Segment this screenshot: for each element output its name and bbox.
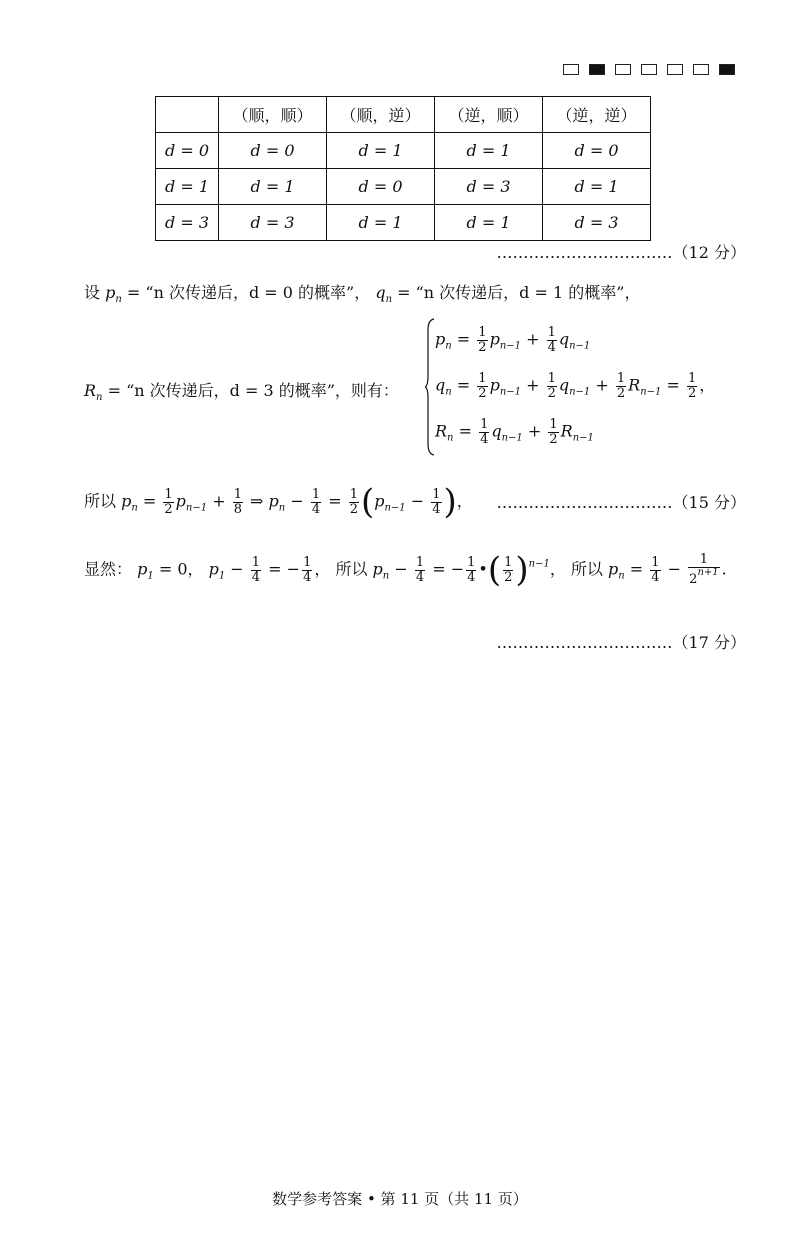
mark-empty	[615, 64, 631, 75]
table-cell: d = 1	[543, 169, 651, 205]
table-header: （顺，逆）	[327, 97, 435, 133]
mark-empty	[667, 64, 683, 75]
conclusion-line: 显然： $p_1 = 0$， $p_1$ − $\frac{1}{4}$ = − $\frac{1}{4}$ ， 所以 $p_n$ − $\frac{1}{4}$ = − $\frac{1}{4}$ •( $\frac{1}{2}$ )$^{n-1}$， 所以 $p_n$ = $\frac{1}{4}$ − $\frac{1}{2^{n+1}}$ .	[84, 550, 727, 590]
table-cell: d = 1	[435, 133, 543, 169]
score-12: ……………………………（12 分）	[496, 243, 746, 262]
page-footer: 数学参考答案 • 第 11 页（共 11 页）	[272, 1190, 528, 1208]
she-label: 设	[84, 283, 101, 302]
table-cell: d = 0	[156, 133, 219, 169]
table-header-row	[156, 97, 651, 133]
suoyi-label: 所以	[84, 491, 117, 511]
table-cell: d = 3	[543, 205, 651, 241]
mark-empty	[641, 64, 657, 75]
transition-table	[155, 96, 651, 241]
suoyi-label-2: 所以	[335, 559, 368, 579]
table-header: （顺，顺）	[219, 97, 327, 133]
table-cell: d = 3	[435, 169, 543, 205]
system-brace	[425, 318, 435, 456]
table-header: （逆，逆）	[543, 97, 651, 133]
table-cell: d = 1	[327, 205, 435, 241]
table-row	[156, 133, 651, 169]
table-cell: d = 0	[327, 169, 435, 205]
mark-filled	[719, 64, 735, 75]
equation-q: $q_n$ = $\frac{1}{2}$ $p_{n-1}$ + $\frac{1}{2}$ $q_{n-1}$ + $\frac{1}{2}$ $R_{n-1}$ = $\frac{1}{2}$ ，	[435, 371, 716, 401]
mark-empty	[693, 64, 709, 75]
recurrence-line: 所以 $p_n$ = $\frac{1}{2}$ $p_{n-1}$ + $\frac{1}{8}$ ⇒ $p_n$ − $\frac{1}{4}$ = $\frac{1}{2}$ ($p_{n-1}$ − $\frac{1}{4}$ )，	[84, 482, 473, 522]
table-cell: d = 0	[219, 133, 327, 169]
r-definition: “n 次传递后，d = 3 的概率”，则有：	[126, 381, 399, 400]
table-cell: d = 3	[156, 205, 219, 241]
mark-filled	[589, 64, 605, 75]
table-row	[156, 169, 651, 205]
definition-line-1: 设 $p_n$ = “n 次传递后，d = 0 的概率”， $q_n$ = “n 次传递后，d = 1 的概率”，	[84, 283, 641, 305]
table-header	[156, 97, 219, 133]
table-cell: d = 1	[327, 133, 435, 169]
p-definition: “n 次传递后，d = 0 的概率”，	[145, 283, 371, 302]
equation-r: $R_n$ = $\frac{1}{4}$ $q_{n-1}$ + $\frac{1}{2}$ $R_{n-1}$	[435, 417, 594, 447]
suoyi-label-3: 所以	[570, 559, 603, 579]
table-cell: d = 1	[435, 205, 543, 241]
table-row	[156, 205, 651, 241]
q-definition: “n 次传递后，d = 1 的概率”，	[415, 283, 641, 302]
table-cell: d = 1	[156, 169, 219, 205]
corner-marks	[563, 64, 735, 75]
score-17: ……………………………（17 分）	[496, 633, 746, 652]
table-header: （逆，顺）	[435, 97, 543, 133]
score-15: ……………………………（15 分）	[496, 493, 746, 512]
definition-line-2: $R_n$ = “n 次传递后，d = 3 的概率”，则有：	[84, 381, 399, 403]
mark-empty	[563, 64, 579, 75]
xianran-label: 显然：	[84, 559, 133, 579]
table-cell: d = 0	[543, 133, 651, 169]
table-cell: d = 1	[219, 169, 327, 205]
table-cell: d = 3	[219, 205, 327, 241]
equation-p: $p_n$ = $\frac{1}{2}$ $p_{n-1}$ + $\frac{1}{4}$ $q_{n-1}$	[435, 325, 591, 355]
